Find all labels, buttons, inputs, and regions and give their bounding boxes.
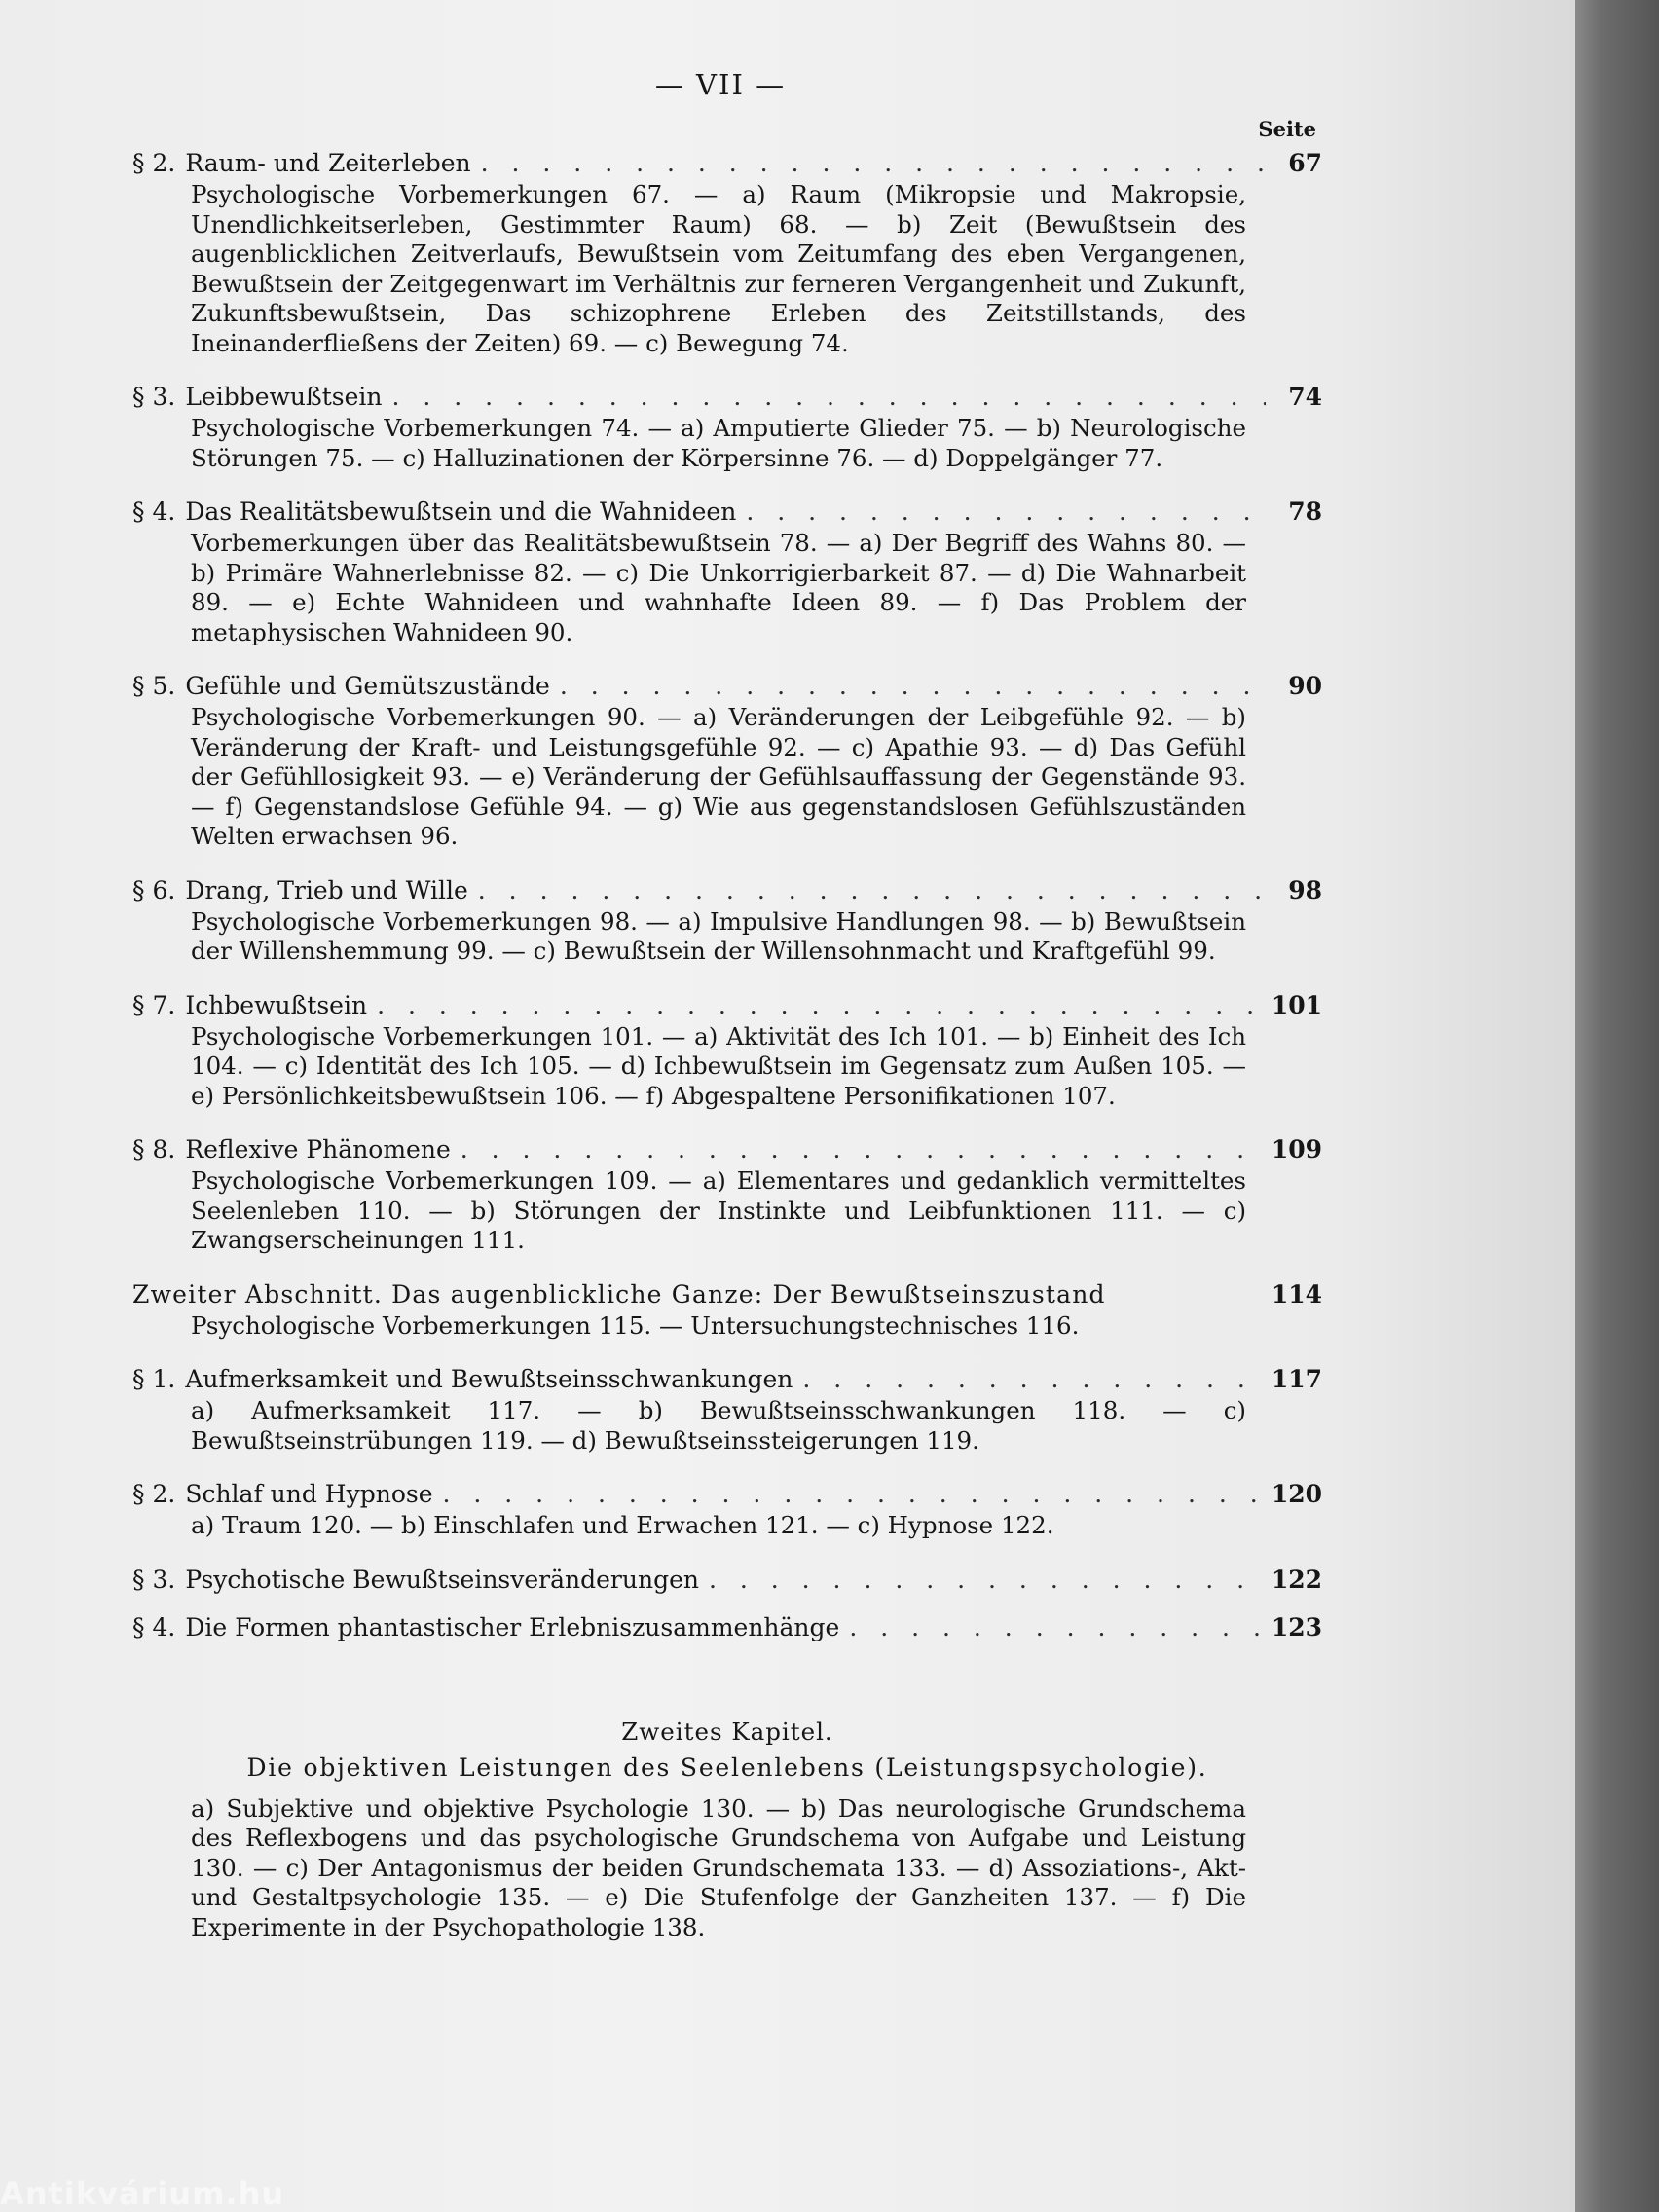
- section-number: § 1.: [132, 1365, 176, 1393]
- leader-dots: [391, 380, 1266, 414]
- seite-column-label: Seite: [1258, 117, 1316, 141]
- toc-entry: [132, 873, 1322, 967]
- chapter-subtitle: Die objektiven Leistungen des Seelenlebens (Leistungspsychologie).: [246, 1752, 1208, 1782]
- section-body: a) Aufmerksamkeit 117. — b) Bewußtseinsschwankungen 118. — c) Bewußtseinstrübungen 119. — d) Bewußtseinssteigerungen 119.: [191, 1396, 1246, 1455]
- page-number: — VII —: [654, 68, 787, 101]
- leader-dots: [461, 1132, 1262, 1166]
- section-title: Drang, Trieb und Wille: [185, 875, 468, 904]
- leader-dots: [560, 669, 1266, 703]
- section-title: Die Formen phantastischer Erlebniszusammenhänge: [185, 1612, 840, 1641]
- section-title: Psychotische Bewußtseinsveränderungen: [185, 1565, 699, 1594]
- page-ref: 114: [1271, 1279, 1322, 1309]
- leader-dots: [443, 1477, 1262, 1511]
- section-number: § 3.: [132, 383, 176, 411]
- toc-entry: [132, 146, 1322, 358]
- toc-entry: [132, 1563, 1322, 1597]
- leader-dots: [849, 1610, 1261, 1644]
- page-ref: 67: [1288, 149, 1322, 177]
- section-body: Psychologische Vorbemerkungen 101. — a) Aktivität des Ich 101. — b) Einheit des Ich 104. — c) Identität des Ich 105. — d) Ichbewußtsein im Gegensatz zum Außen 105. — e) Persönlichkeitsbewußtsein 106. — f) Abgespaltene Personifikationen 107.: [191, 1021, 1246, 1110]
- leader-dots: [377, 988, 1262, 1022]
- section-number: § 4.: [132, 1612, 176, 1641]
- section-title: Raum- und Zeiterleben: [185, 149, 471, 177]
- toc-entry: [132, 1610, 1322, 1644]
- section-number: § 2.: [132, 149, 176, 177]
- section-number: § 8.: [132, 1135, 176, 1163]
- page-ref: 109: [1271, 1135, 1322, 1163]
- abschnitt-entry: [132, 1277, 1322, 1342]
- chapter-heading: Zweites Kapitel.: [621, 1716, 833, 1746]
- leader-dots: [746, 495, 1266, 529]
- page-ref: 98: [1288, 875, 1322, 904]
- leader-dots: [802, 1362, 1261, 1396]
- book-edge-shadow: [1575, 0, 1659, 2212]
- section-title: Schlaf und Hypnose: [185, 1480, 433, 1508]
- toc-entry: [132, 988, 1322, 1112]
- page-ref: 117: [1271, 1365, 1322, 1393]
- section-title: Ichbewußtsein: [185, 990, 368, 1019]
- abschnitt-body: Psychologische Vorbemerkungen 115. — Untersuchungstechnisches 116.: [191, 1310, 1080, 1340]
- section-body: Psychologische Vorbemerkungen 90. — a) Veränderungen der Leibgefühle 92. — b) Veränderung der Kraft- und Leistungsgefühle 92. — c) Apathie 93. — d) Das Gefühl der Gefühllosigkeit 93. — e) Veränderung der Gefühlsauffassung der Gegenstände 93. — f) Gegenstandslose Gefühle 94. — g) Wie aus gegenstandslosen Gefühlszuständen Welten erwachsen 96.: [191, 703, 1246, 850]
- section-number: § 5.: [132, 672, 176, 700]
- section-title: Das Realitätsbewußtsein und die Wahnideen: [185, 498, 737, 526]
- page-ref: 90: [1288, 672, 1322, 700]
- page-ref: 123: [1271, 1612, 1322, 1641]
- watermark: Antikvárium.hu: [0, 2175, 285, 2208]
- section-body: Psychologische Vorbemerkungen 74. — a) Amputierte Glieder 75. — b) Neurologische Störungen 75. — c) Halluzinationen der Körpersinne 76. — d) Doppelgänger 77.: [191, 414, 1246, 472]
- chapter-body: a) Subjektive und objektive Psychologie 130. — b) Das neurologische Grundschema des Reflexbogens und das psychologische Grundschema von Aufgabe und Leistung 130. — c) Der Antagonismus der beiden Grundschemata 133. — d) Assoziations-, Akt- und Gestaltpsychologie 135. — e) Die Stufenfolge der Ganzheiten 137. — f) Die Experimente in der Psychopathologie 138.: [191, 1793, 1246, 1941]
- page-ref: 78: [1288, 498, 1322, 526]
- section-number: § 2.: [132, 1480, 176, 1508]
- leader-dots: [481, 146, 1266, 180]
- section-body: Psychologische Vorbemerkungen 67. — a) Raum (Mikropsie und Makropsie, Unendlichkeitserleben, Gestimmter Raum) 68. — b) Zeit (Bewußtsein des augenblicklichen Zeitverlaufs, Bewußtsein vom Zeitumfang des eben Vergangenen, Bewußtsein der Zeitgegenwart im Verhältnis zur ferneren Vergangenheit und Zukunft, Zukunftsbewußtsein, Das schizophrene Erleben des Zeitstillstands, des Ineinanderfließens der Zeiten) 69. — c) Bewegung 74.: [191, 180, 1246, 357]
- abschnitt-title: Zweiter Abschnitt. Das augenblickliche Ganze: Der Bewußtseinszustand: [132, 1279, 1106, 1309]
- page-ref: 120: [1271, 1480, 1322, 1508]
- section-title: Gefühle und Gemütszustände: [185, 672, 550, 700]
- page-ref: 74: [1288, 383, 1322, 411]
- section-body: Psychologische Vorbemerkungen 109. — a) Elementares und gedanklich vermitteltes Seelenleben 110. — b) Störungen der Instinkte und Leibfunktionen 111. — c) Zwangserscheinungen 111.: [191, 1166, 1246, 1254]
- leader-dots: [709, 1563, 1262, 1597]
- section-title: Aufmerksamkeit und Bewußtseinsschwankungen: [185, 1365, 793, 1393]
- toc-entry: [132, 1132, 1322, 1256]
- page-ref: 101: [1271, 990, 1322, 1019]
- section-title: Reflexive Phänomene: [185, 1135, 451, 1163]
- toc-entry: [132, 1477, 1322, 1541]
- section-number: § 6.: [132, 875, 176, 904]
- section-body: a) Traum 120. — b) Einschlafen und Erwachen 121. — c) Hypnose 122.: [191, 1511, 1054, 1539]
- page-ref: 122: [1271, 1565, 1322, 1594]
- section-body: Vorbemerkungen über das Realitätsbewußtsein 78. — a) Der Begriff des Wahns 80. — b) Primäre Wahnerlebnisse 82. — c) Die Unkorrigierbarkeit 87. — d) Die Wahnarbeit 89. — e) Echte Wahnideen und wahnhafte Ideen 89. — f) Das Problem der metaphysischen Wahnideen 90.: [191, 529, 1246, 646]
- section-number: § 7.: [132, 990, 176, 1019]
- leader-dots: [478, 873, 1266, 907]
- section-number: § 4.: [132, 498, 176, 526]
- table-of-contents: [132, 146, 1322, 1942]
- toc-entry: [132, 495, 1322, 647]
- section-title: Leibbewußtsein: [185, 383, 383, 411]
- section-number: § 3.: [132, 1565, 176, 1594]
- toc-entry: [132, 1362, 1322, 1456]
- section-body: Psychologische Vorbemerkungen 98. — a) Impulsive Handlungen 98. — b) Bewußtsein der Willenshemmung 99. — c) Bewußtsein der Willensohnmacht und Kraftgefühl 99.: [191, 906, 1246, 965]
- toc-entry: [132, 669, 1322, 852]
- toc-entry: [132, 380, 1322, 473]
